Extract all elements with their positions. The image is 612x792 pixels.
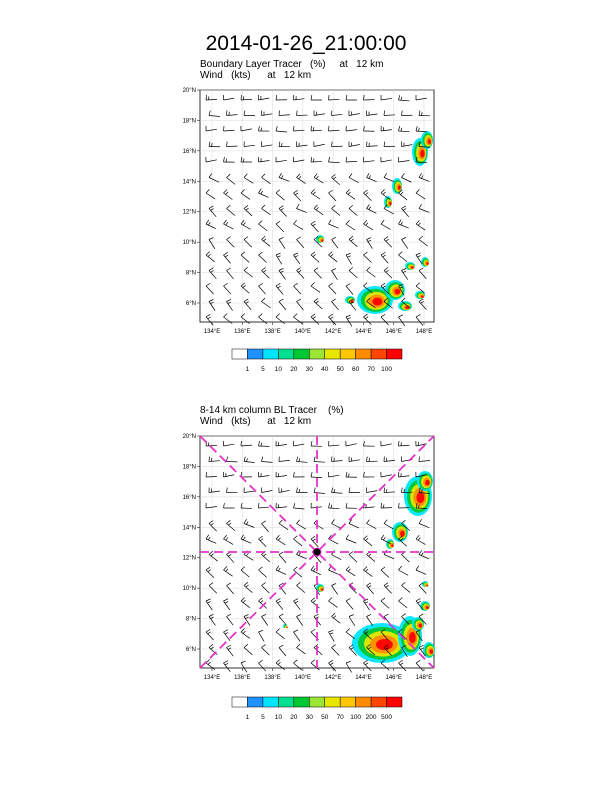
tracer-shading	[376, 639, 393, 650]
colorbar-swatch	[232, 697, 247, 707]
lon-tick-label: 148°E	[415, 675, 433, 681]
colorbar-swatch	[294, 349, 309, 359]
lon-tick-label: 144°E	[355, 675, 372, 681]
tracer-shading	[428, 139, 431, 144]
tracer-shading	[425, 480, 429, 486]
colorbar	[232, 349, 402, 373]
tracer-shading	[391, 544, 393, 547]
colorbar-swatch	[294, 697, 309, 707]
tracer-shading	[430, 649, 433, 653]
lat-tick-label: 10°N	[182, 586, 196, 593]
colorbar-swatch	[371, 697, 386, 707]
lat-tick-label: 14°N	[182, 179, 196, 186]
colorbar-label: 1	[245, 714, 250, 721]
tracer-shading	[411, 266, 414, 268]
lon-tick-label: 140°E	[294, 675, 312, 681]
lat-tick-label: 16°N	[182, 148, 196, 155]
colorbar-swatch	[356, 349, 371, 359]
lat-tick-label: 14°N	[182, 525, 196, 532]
colorbar-swatch	[232, 349, 247, 359]
colorbar-label: 100	[381, 366, 392, 373]
cross-section-center	[313, 548, 321, 556]
colorbar-swatch	[340, 349, 355, 359]
map-panel-bottom	[183, 434, 435, 721]
lon-tick-label: 138°E	[264, 675, 281, 681]
colorbar-label: 50	[321, 714, 329, 721]
colorbar-label: 500	[381, 714, 392, 721]
wind-barb-flag	[241, 95, 242, 100]
colorbar-swatch	[309, 697, 324, 707]
tracer-shading	[421, 295, 424, 297]
colorbar-label: 50	[336, 366, 344, 373]
lon-tick-label: 142°E	[324, 675, 342, 681]
colorbar-swatch	[278, 349, 293, 359]
lon-tick-label: 148°E	[415, 329, 433, 335]
panel1-wind-label: Wind (kts) at 12 km	[200, 70, 312, 81]
page-title: 2014-01-26_21:00:00	[205, 32, 407, 55]
lat-tick-label: 6°N	[185, 647, 196, 653]
panel2-wind-label: Wind (kts) at 12 km	[200, 416, 312, 427]
colorbar-swatch	[387, 349, 402, 359]
lon-tick-label: 142°E	[324, 329, 342, 335]
tracer-shading	[389, 202, 391, 205]
lon-tick-label: 136°E	[234, 675, 251, 681]
colorbar-swatch	[340, 697, 355, 707]
tracer-shading	[287, 627, 288, 628]
colorbar	[232, 697, 402, 721]
tracer-shading	[409, 632, 416, 643]
colorbar-label: 5	[261, 714, 265, 721]
lon-tick-label: 140°E	[294, 329, 312, 335]
lon-tick-label: 146°E	[385, 675, 402, 681]
tracer-shading	[427, 585, 429, 587]
lat-tick-label: 12°N	[182, 555, 196, 562]
lon-tick-label: 146°E	[385, 329, 402, 335]
colorbar-label: 100	[350, 714, 362, 721]
colorbar-swatch	[263, 349, 278, 359]
lat-tick-label: 18°N	[182, 118, 196, 125]
colorbar-label: 20	[290, 366, 298, 373]
colorbar-swatch	[387, 697, 402, 707]
colorbar-label: 10	[274, 366, 282, 373]
lat-tick-label: 18°N	[182, 464, 196, 471]
tracer-shading	[400, 531, 404, 537]
colorbar-label: 10	[274, 714, 282, 721]
tracer-shading	[398, 185, 401, 189]
lat-tick-label: 12°N	[182, 209, 196, 216]
colorbar-swatch	[325, 349, 340, 359]
tracer-shading	[419, 624, 422, 628]
colorbar-label: 30	[305, 714, 313, 721]
tracer-shading	[426, 606, 429, 609]
wind-barb-flag	[404, 489, 405, 492]
tracer-shading	[395, 289, 401, 295]
colorbar-label: 1	[245, 366, 250, 373]
lat-tick-label: 20°N	[182, 434, 196, 440]
tracer-shading	[416, 492, 424, 503]
panel2-field-label: 8-14 km column BL Tracer (%)	[200, 405, 344, 416]
colorbar-swatch	[356, 697, 371, 707]
colorbar-swatch	[309, 349, 324, 359]
lat-tick-label: 10°N	[182, 240, 196, 247]
colorbar-swatch	[371, 349, 386, 359]
lat-tick-label: 8°N	[185, 270, 196, 277]
colorbar-label: 200	[365, 714, 377, 721]
lat-tick-label: 6°N	[185, 301, 196, 307]
tracer-shading	[321, 239, 323, 241]
tracer-shading	[420, 150, 424, 158]
lon-tick-label: 134°E	[203, 329, 221, 335]
colorbar-swatch	[263, 697, 278, 707]
colorbar-label: 70	[367, 366, 375, 373]
colorbar-swatch	[325, 697, 340, 707]
lon-tick-label: 144°E	[355, 329, 372, 335]
colorbar-label: 60	[352, 366, 360, 373]
panel1-field-label: Boundary Layer Tracer (%) at 12 km	[200, 59, 384, 70]
tracer-shading	[426, 262, 428, 265]
colorbar-label: 40	[321, 366, 329, 373]
lat-tick-label: 8°N	[185, 616, 196, 623]
colorbar-label: 70	[336, 714, 344, 721]
lat-tick-label: 16°N	[182, 494, 196, 501]
tracer-shading	[321, 588, 323, 590]
lat-tick-label: 20°N	[182, 88, 196, 94]
colorbar-label: 30	[305, 366, 313, 373]
colorbar-label: 20	[290, 714, 298, 721]
wind-barb-flag	[399, 441, 400, 446]
colorbar-label: 5	[261, 366, 265, 373]
lon-tick-label: 136°E	[234, 329, 251, 335]
lon-tick-label: 134°E	[203, 675, 221, 681]
map-panel-top	[183, 88, 434, 373]
lon-tick-label: 138°E	[264, 329, 281, 335]
colorbar-swatch	[278, 697, 293, 707]
colorbar-swatch	[247, 349, 262, 359]
colorbar-swatch	[247, 697, 262, 707]
tracer-shading	[372, 298, 382, 306]
